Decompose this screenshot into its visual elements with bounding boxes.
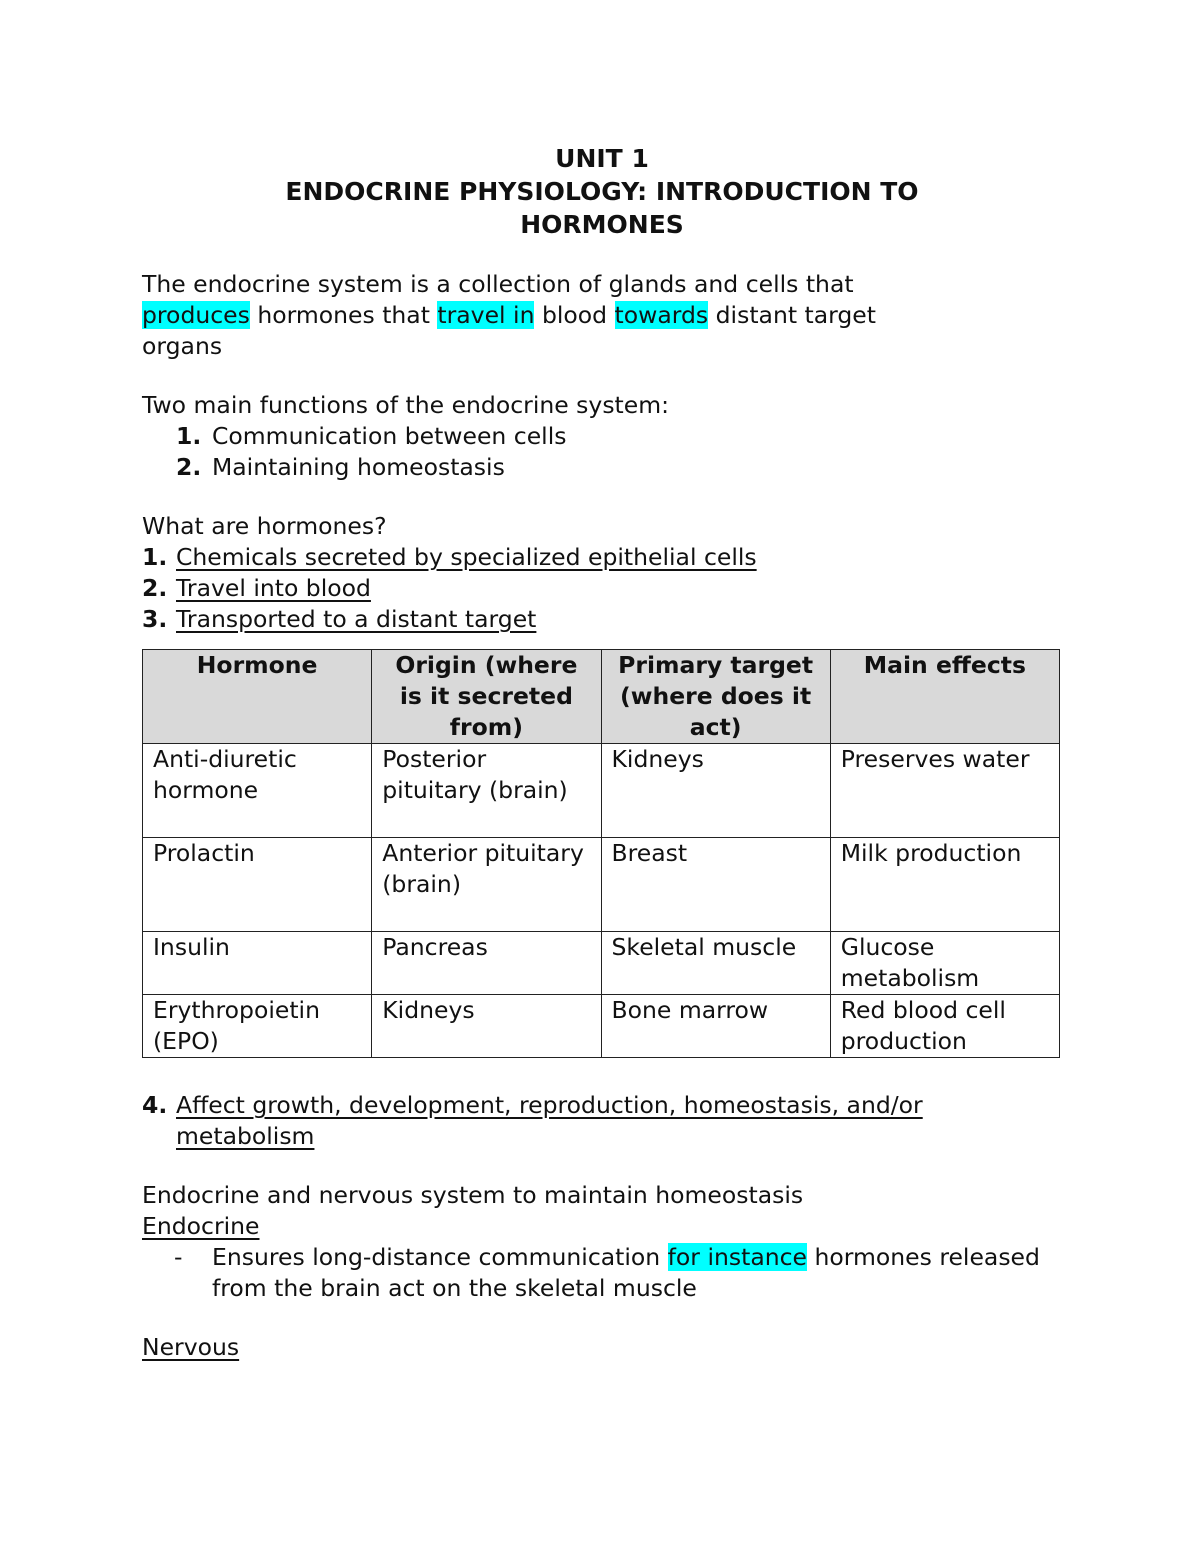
list-number: 3. — [142, 605, 168, 633]
list-item — [142, 604, 1062, 635]
table-row — [143, 838, 1060, 932]
table-cell: Bone marrow — [601, 995, 830, 1058]
table-row — [143, 932, 1060, 995]
table-cell: Red blood cell production — [830, 995, 1059, 1058]
document-page — [142, 142, 1062, 1363]
highlight-produces: produces — [142, 301, 250, 329]
table-cell: Kidneys — [372, 995, 601, 1058]
intro-text-b: hormones that — [249, 301, 438, 329]
table-cell: Posterior pituitary (brain) — [372, 744, 601, 838]
table-cell: Skeletal muscle — [601, 932, 830, 995]
table-cell: Preserves water — [830, 744, 1059, 838]
list-item — [142, 1242, 1062, 1304]
bullet-text-a: Ensures long-distance communication — [212, 1243, 668, 1271]
list-item — [142, 452, 1062, 483]
intro-paragraph — [142, 269, 1062, 362]
column-header: Hormone — [143, 650, 372, 744]
list-item-text: Chemicals secreted by specialized epithelial cells — [176, 543, 757, 571]
highlight-travel-in: travel in — [437, 301, 535, 329]
bullet-text-b: hormones released from the brain act on the skeletal muscle — [212, 1243, 1040, 1302]
list-item-text: Affect growth, development, reproduction, homeostasis, and/or metabolism — [176, 1091, 923, 1150]
functions-heading: Two main functions of the endocrine system: — [142, 391, 670, 419]
unit-title: UNIT 1 — [555, 144, 649, 173]
list-number: 2. — [176, 453, 202, 481]
list-item-text: Transported to a distant target — [176, 605, 537, 633]
list-number: 1. — [142, 543, 168, 571]
table-cell: Pancreas — [372, 932, 601, 995]
document-title-line1: ENDOCRINE PHYSIOLOGY: INTRODUCTION TO — [285, 177, 919, 206]
list-item — [142, 542, 1062, 573]
column-header: Main effects — [830, 650, 1059, 744]
functions-list — [142, 421, 1062, 483]
column-header: Origin (where is it secreted from) — [372, 650, 601, 744]
nervous-label: Nervous — [142, 1333, 240, 1361]
list-number: 1. — [176, 422, 202, 450]
table-cell: Anterior pituitary (brain) — [372, 838, 601, 932]
list-item-text: Travel into blood — [176, 574, 371, 602]
table-cell: Prolactin — [143, 838, 372, 932]
list-item-text: Maintaining homeostasis — [212, 453, 505, 481]
list-number: 4. — [142, 1091, 168, 1119]
intro-text-e: organs — [142, 332, 223, 360]
document-title-line2: HORMONES — [520, 210, 684, 239]
table-cell: Insulin — [143, 932, 372, 995]
table-cell: Anti-diuretic hormone — [143, 744, 372, 838]
table-cell: Glucose metabolism — [830, 932, 1059, 995]
column-header: Primary target (where does it act) — [601, 650, 830, 744]
table-header-row — [143, 650, 1060, 744]
systems-heading: Endocrine and nervous system to maintain homeostasis — [142, 1181, 804, 1209]
list-item-text: Communication between cells — [212, 422, 567, 450]
list-item — [142, 1090, 1062, 1152]
table-cell: Kidneys — [601, 744, 830, 838]
list-number: 2. — [142, 574, 168, 602]
hormones-definition-list — [142, 542, 1062, 635]
table-row — [143, 995, 1060, 1058]
table-cell: Milk production — [830, 838, 1059, 932]
hormones-table — [142, 649, 1060, 1058]
hormones-question: What are hormones? — [142, 512, 387, 540]
dash-bullet: - — [174, 1243, 183, 1271]
endocrine-bullets — [142, 1242, 1062, 1304]
list-item — [142, 573, 1062, 604]
list-item — [142, 421, 1062, 452]
hormones-definition-list-continued — [142, 1090, 1062, 1152]
intro-text-d: distant target — [708, 301, 876, 329]
table-cell: Breast — [601, 838, 830, 932]
endocrine-label: Endocrine — [142, 1212, 260, 1240]
intro-text-c: blood — [534, 301, 615, 329]
highlight-for-instance: for instance — [667, 1243, 807, 1271]
intro-text-a: The endocrine system is a collection of glands and cells that — [142, 270, 854, 298]
table-cell: Erythropoietin (EPO) — [143, 995, 372, 1058]
table-row — [143, 744, 1060, 838]
highlight-towards: towards — [614, 301, 709, 329]
